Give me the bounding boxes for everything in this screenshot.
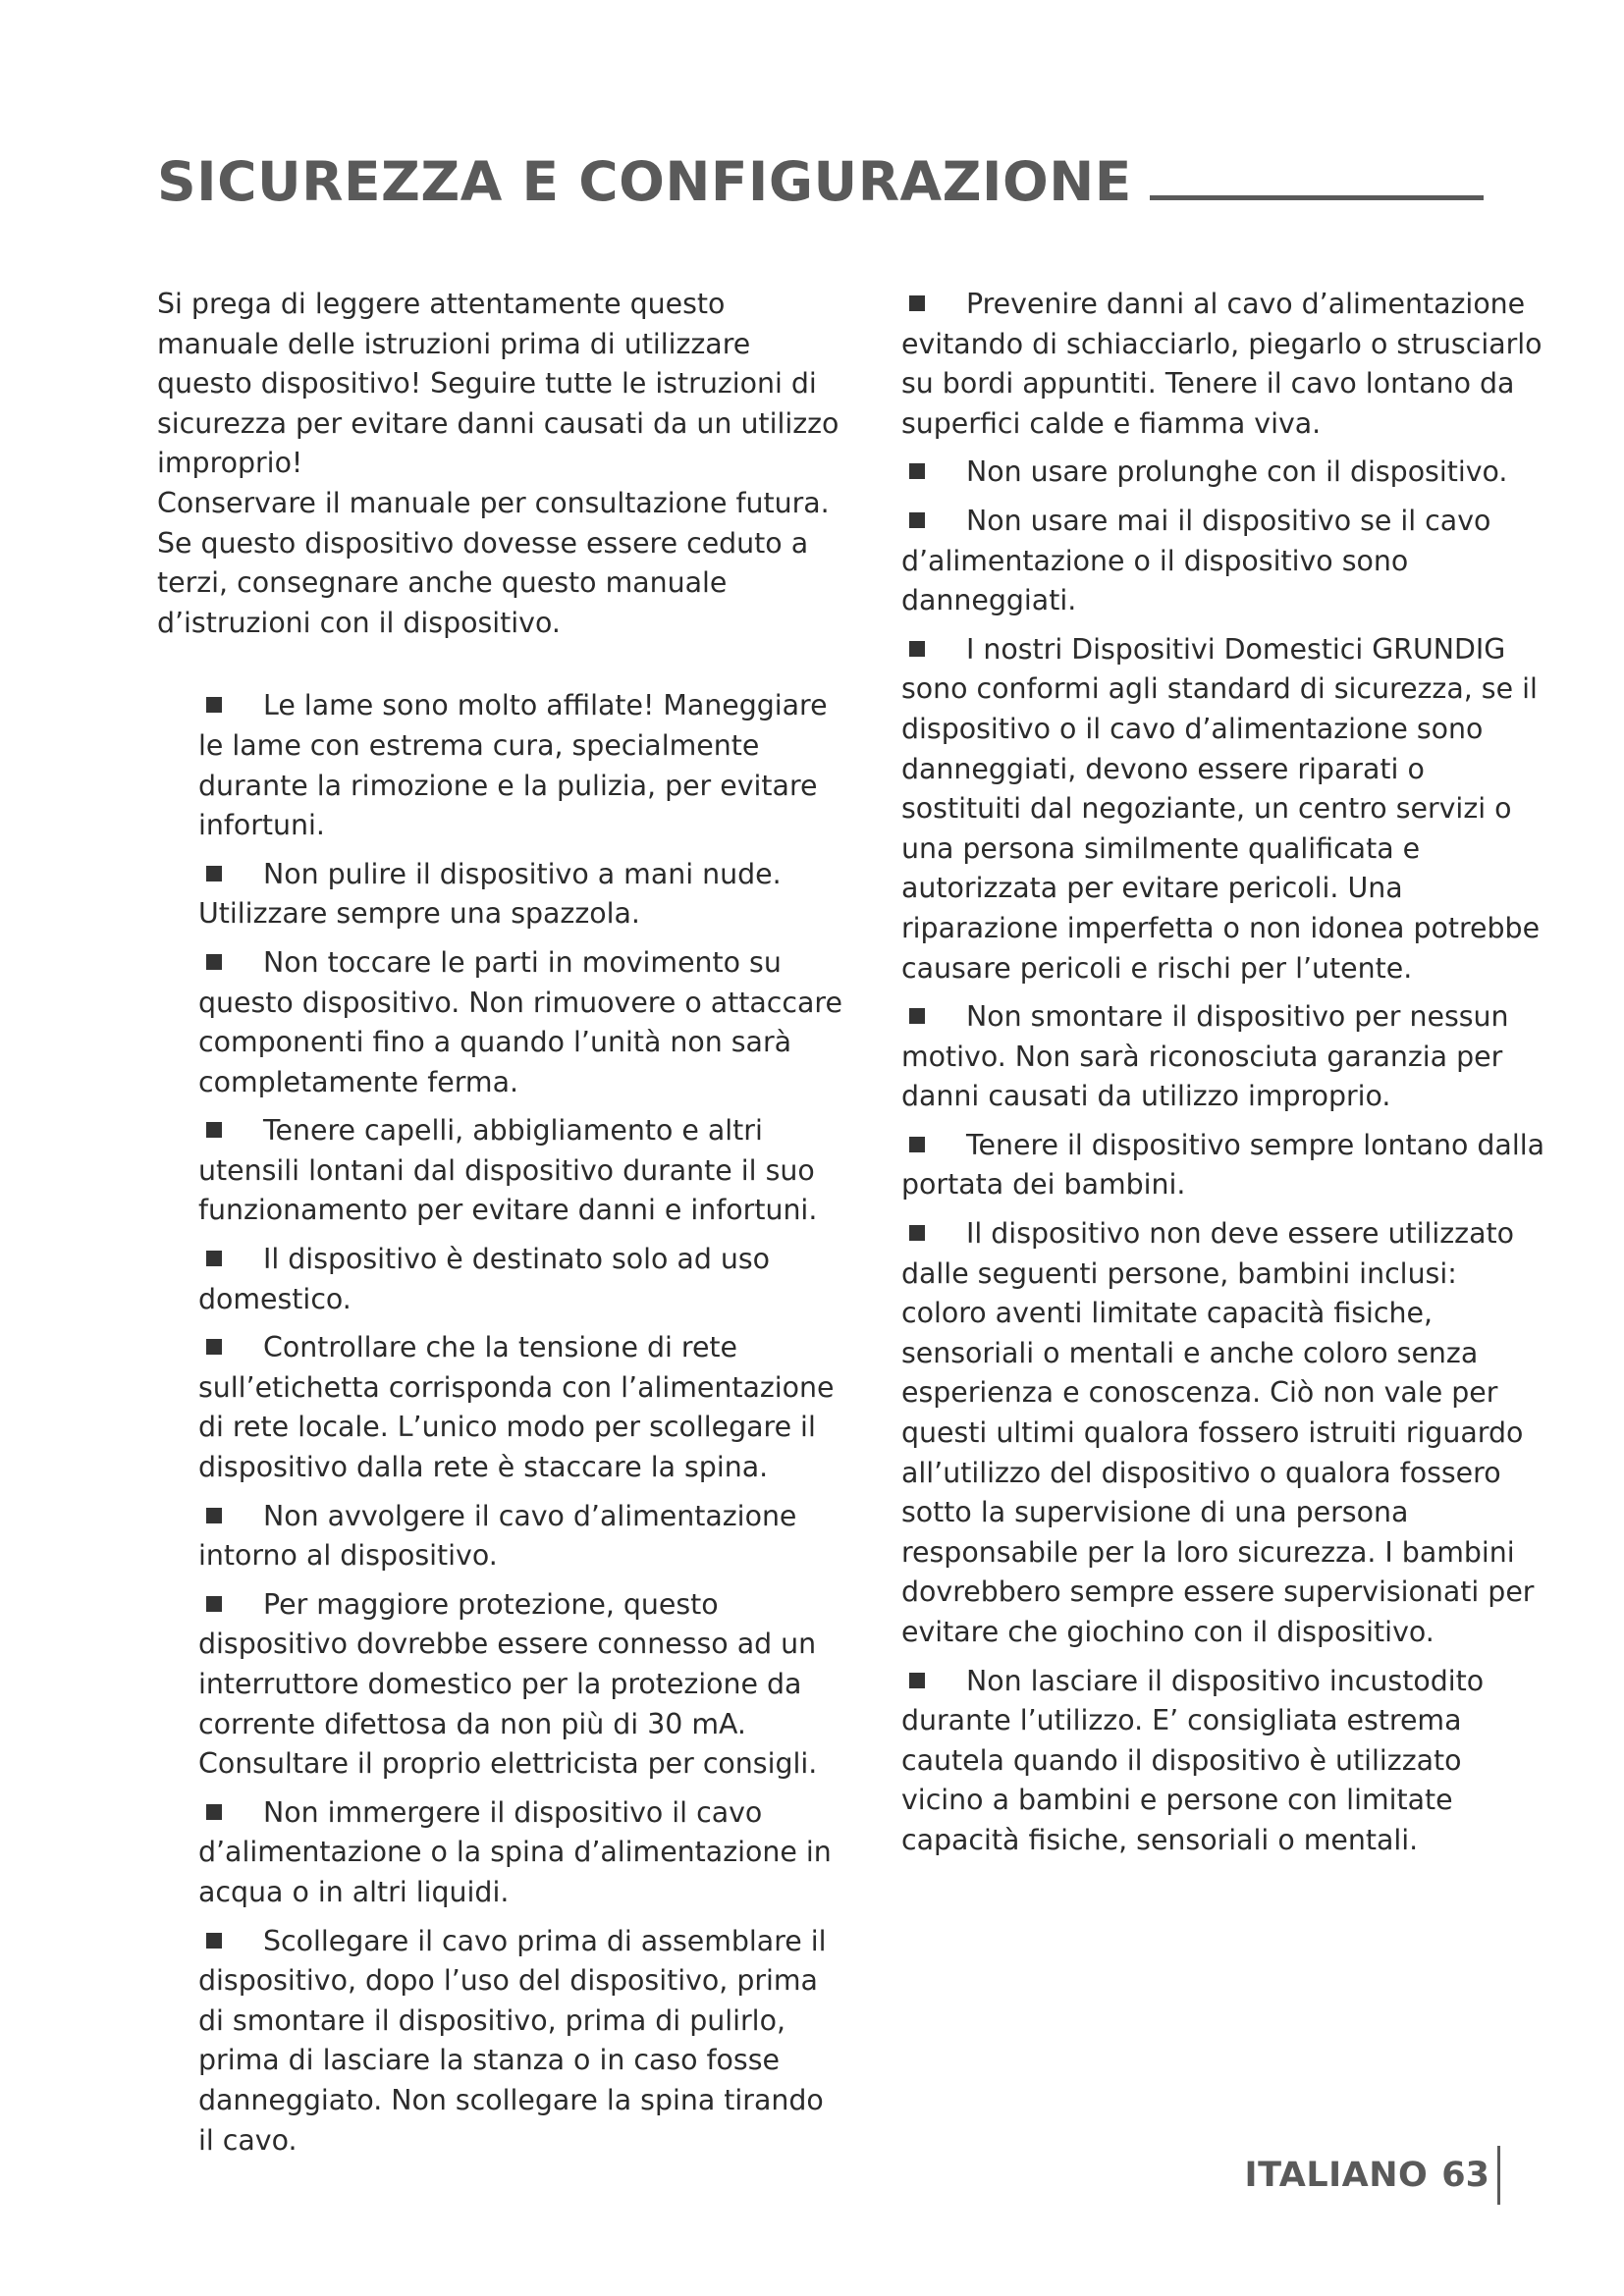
title-rule — [1150, 195, 1484, 200]
safety-item — [198, 686, 844, 845]
safety-item — [198, 1497, 844, 1576]
square-bullet-icon — [206, 1933, 222, 1949]
square-bullet-icon — [909, 641, 925, 657]
safety-item-text: Scollegare il cavo prima di assemblare il dispositivo, dopo l’uso del dispositivo, prima di smontare il dispositivo, prima di pulirlo, prima di lasciare la stanza o in caso fosse danneggiato. Non scollegare la spina tirando il cavo. — [198, 1924, 827, 2157]
safety-item — [901, 997, 1544, 1117]
safety-item-text: Controllare che la tensione di rete sull’etichetta corrisponda con l’alimentazione di rete locale. L’unico modo per scollegare il dispositivo dalla rete è staccare la spina. — [198, 1331, 835, 1484]
page-title — [157, 147, 1473, 216]
safety-item-text: Il dispositivo non deve essere utilizzato dalle seguenti persone, bambini inclusi: coloro aventi limitate capacità fisiche, sensoriali o mentali e anche coloro senza esperienza e conoscenza. Ciò non vale per questi ultimi qualora fossero istruiti riguardo all’utilizzo del dispositivo o qualora fossero sotto la supervisione di una persona responsabile per la loro sicurezza. I bambini dovrebbero sempre essere supervisionati per evitare che giochino con il dispositivo. — [901, 1217, 1535, 1648]
square-bullet-icon — [206, 1508, 222, 1523]
safety-item — [901, 1214, 1544, 1653]
right-safety-list — [901, 285, 1544, 1861]
safety-item — [901, 502, 1544, 621]
page-number: 63 — [1441, 2146, 1500, 2205]
square-bullet-icon — [206, 1339, 222, 1355]
square-bullet-icon — [206, 1251, 222, 1266]
safety-item — [198, 1585, 844, 1785]
safety-item — [198, 1111, 844, 1231]
left-safety-list — [157, 686, 844, 2161]
intro-text — [157, 285, 844, 643]
square-bullet-icon — [909, 512, 925, 528]
safety-item-text: Non smontare il dispositivo per nessun motivo. Non sarà riconosciuta garanzia per danni causati da utilizzo improprio. — [901, 1000, 1509, 1113]
safety-item — [901, 1662, 1544, 1861]
square-bullet-icon — [206, 697, 222, 713]
page-title-text: SICUREZZA E CONFIGURAZIONE — [157, 150, 1132, 213]
left-column — [157, 285, 844, 2169]
safety-item-text: Tenere capelli, abbigliamento e altri utensili lontani dal dispositivo durante il suo funzionamento per evitare danni e infortuni. — [198, 1114, 818, 1227]
intro-paragraph: Se questo dispositivo dovesse essere ceduto a terzi, consegnare anche questo manuale d’istruzioni con il dispositivo. — [157, 526, 809, 639]
safety-item-text: Le lame sono molto affilate! Maneggiare le lame con estrema cura, specialmente durante la rimozione e la pulizia, per evitare infortuni. — [198, 689, 828, 842]
safety-item — [198, 1793, 844, 1913]
safety-item — [198, 1922, 844, 2162]
square-bullet-icon — [206, 1596, 222, 1612]
safety-item-text: Non immergere il dispositivo il cavo d’alimentazione o la spina d’alimentazione in acqua o in altri liquidi. — [198, 1795, 832, 1908]
square-bullet-icon — [206, 1122, 222, 1138]
intro-paragraph: Conservare il manuale per consultazione futura. — [157, 486, 830, 519]
square-bullet-icon — [909, 295, 925, 311]
safety-item-text: Non pulire il dispositivo a mani nude. Utilizzare sempre una spazzola. — [198, 857, 782, 931]
safety-item-text: Per maggiore protezione, questo dispositivo dovrebbe essere connesso ad un interruttore domestico per la protezione da corrente difettosa da non più di 30 mA. Consultare il proprio elettricista per consigli. — [198, 1587, 818, 1781]
safety-item — [901, 285, 1544, 444]
intro-paragraph: Si prega di leggere attentamente questo manuale delle istruzioni prima di utilizzare questo dispositivo! Seguire tutte le istruzioni di sicurezza per evitare danni causati da un utilizzo improprio! — [157, 288, 839, 480]
square-bullet-icon — [909, 1008, 925, 1024]
safety-item-text: Non usare mai il dispositivo se il cavo d’alimentazione o il dispositivo sono danneggiati. — [901, 504, 1491, 617]
square-bullet-icon — [909, 1673, 925, 1688]
safety-item — [901, 1126, 1544, 1205]
square-bullet-icon — [909, 463, 925, 479]
safety-item-text: I nostri Dispositivi Domestici GRUNDIG sono conformi agli standard di sicurezza, se il dispositivo o il cavo d’alimentazione sono danneggiati, devono essere riparati o sostituiti dal negoziante, un centro servizi o una persona similmente qualificata e autorizzata per evitare pericoli. Una riparazione imperfetta o non idonea potrebbe causare pericoli e rischi per l’utente. — [901, 632, 1541, 985]
safety-item-text: Il dispositivo è destinato solo ad uso domestico. — [198, 1243, 771, 1315]
safety-item — [198, 855, 844, 934]
safety-item — [901, 453, 1544, 493]
square-bullet-icon — [206, 954, 222, 970]
square-bullet-icon — [909, 1225, 925, 1241]
safety-item-text: Non lasciare il dispositivo incustodito durante l’utilizzo. E’ consigliata estrema cautela quando il dispositivo è utilizzato vicino a bambini e persone con limitate capacità fisiche, sensoriali o mentali. — [901, 1664, 1485, 1856]
right-column — [901, 285, 1544, 1870]
safety-item — [901, 630, 1544, 988]
safety-item-text: Prevenire danni al cavo d’alimentazione evitando di schiacciarlo, piegarlo o strusciarlo su bordi appuntiti. Tenere il cavo lontano da superfici calde e fiamma viva. — [901, 288, 1543, 440]
safety-item-text: Tenere il dispositivo sempre lontano dalla portata dei bambini. — [901, 1128, 1545, 1201]
square-bullet-icon — [909, 1137, 925, 1152]
safety-item — [198, 943, 844, 1102]
square-bullet-icon — [206, 866, 222, 881]
page-footer — [1245, 2146, 1500, 2205]
safety-item — [198, 1328, 844, 1487]
footer-language: ITALIANO — [1244, 2156, 1429, 2195]
square-bullet-icon — [206, 1804, 222, 1820]
safety-item-text: Non toccare le parti in movimento su questo dispositivo. Non rimuovere o attaccare componenti fino a quando l’unità non sarà completamente ferma. — [198, 945, 842, 1098]
safety-item-text: Non avvolgere il cavo d’alimentazione intorno al dispositivo. — [198, 1499, 797, 1573]
safety-item-text: Non usare prolunghe con il dispositivo. — [966, 455, 1508, 489]
safety-item — [198, 1240, 844, 1319]
